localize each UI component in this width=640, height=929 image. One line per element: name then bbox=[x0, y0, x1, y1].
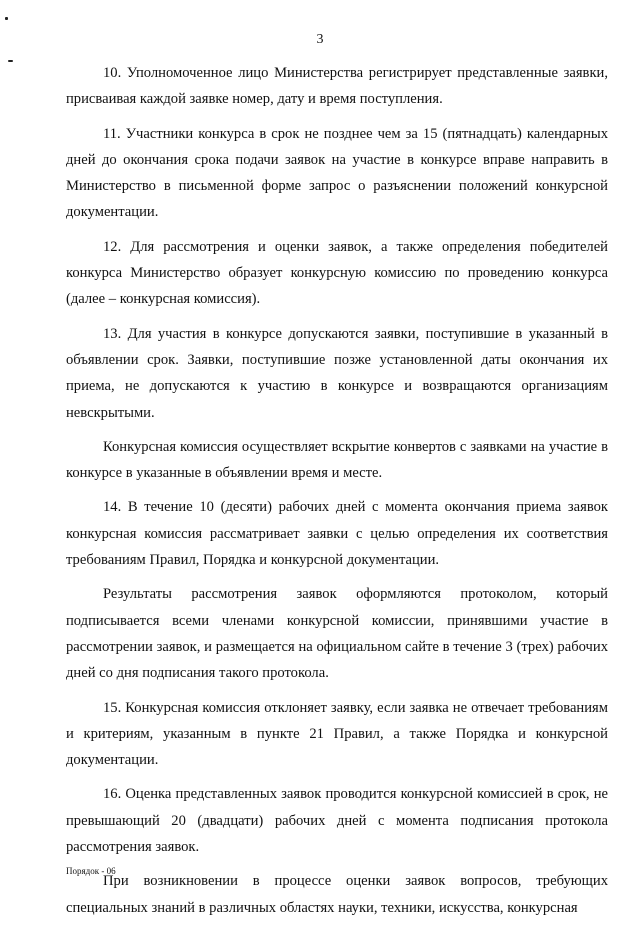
document-body bbox=[66, 60, 608, 929]
paragraph-13: 13. Для участия в конкурсе допускаются заявки, поступившие в указанный в объявлении срок. Заявки, поступившие позже установленной даты окончания их приема, не допускаются к участию в конкурсе и возвращаются организациям невскрытыми. bbox=[66, 325, 608, 421]
paragraph-11: 11. Участники конкурса в срок не позднее чем за 15 (пятнадцать) календарных дней до окончания срока подачи заявок на участие в конкурсе вправе направить в Министерство в письменной форме запрос о разъяснении положений конкурсной документации. bbox=[66, 125, 608, 221]
paragraph-16-continued: При возникновении в процессе оценки заявок вопросов, требующих специальных знаний в различных областях науки, техники, искусства, конкурсная bbox=[66, 873, 608, 916]
scan-speck bbox=[5, 17, 8, 20]
paragraph-14-continued: Результаты рассмотрения заявок оформляются протоколом, который подписывается всеми членами конкурсной комиссии, принявшими участие в рассмотрении заявок, и размещается на официальном сайте в течение 3 (трех) рабочих дней со дня подписания такого протокола. bbox=[66, 586, 608, 682]
paragraph-12: 12. Для рассмотрения и оценки заявок, а также определения победителей конкурса Министерство образует конкурсную комиссию по проведению конкурса (далее – конкурсная комиссия). bbox=[66, 238, 608, 308]
scan-speck bbox=[8, 60, 13, 62]
paragraph-13-continued: Конкурсная комиссия осуществляет вскрытие конвертов с заявками на участие в конкурсе в указанные в объявлении время и месте. bbox=[66, 438, 608, 482]
paragraph-15: 15. Конкурсная комиссия отклоняет заявку, если заявка не отвечает требованиям и критериям, указанным в пункте 21 Правил, а также Порядка и конкурсной документации. bbox=[66, 699, 608, 769]
document-footer: Порядок - 06 bbox=[66, 866, 116, 876]
paragraph-14: 14. В течение 10 (десяти) рабочих дней с момента окончания приема заявок конкурсная комиссия рассматривает заявки с целью определения их соответствия требованиям Правил, Порядка и конкурсной документации. bbox=[66, 499, 608, 569]
paragraph-10: 10. Уполномоченное лицо Министерства регистрирует представленные заявки, присваивая каждой заявке номер, дату и время поступления. bbox=[66, 65, 608, 108]
paragraph-16: 16. Оценка представленных заявок проводится конкурсной комиссией в срок, не превышающий 20 (двадцати) рабочих дней с момента подписания протокола рассмотрения заявок. bbox=[66, 786, 608, 856]
page-number: 3 bbox=[316, 32, 324, 47]
